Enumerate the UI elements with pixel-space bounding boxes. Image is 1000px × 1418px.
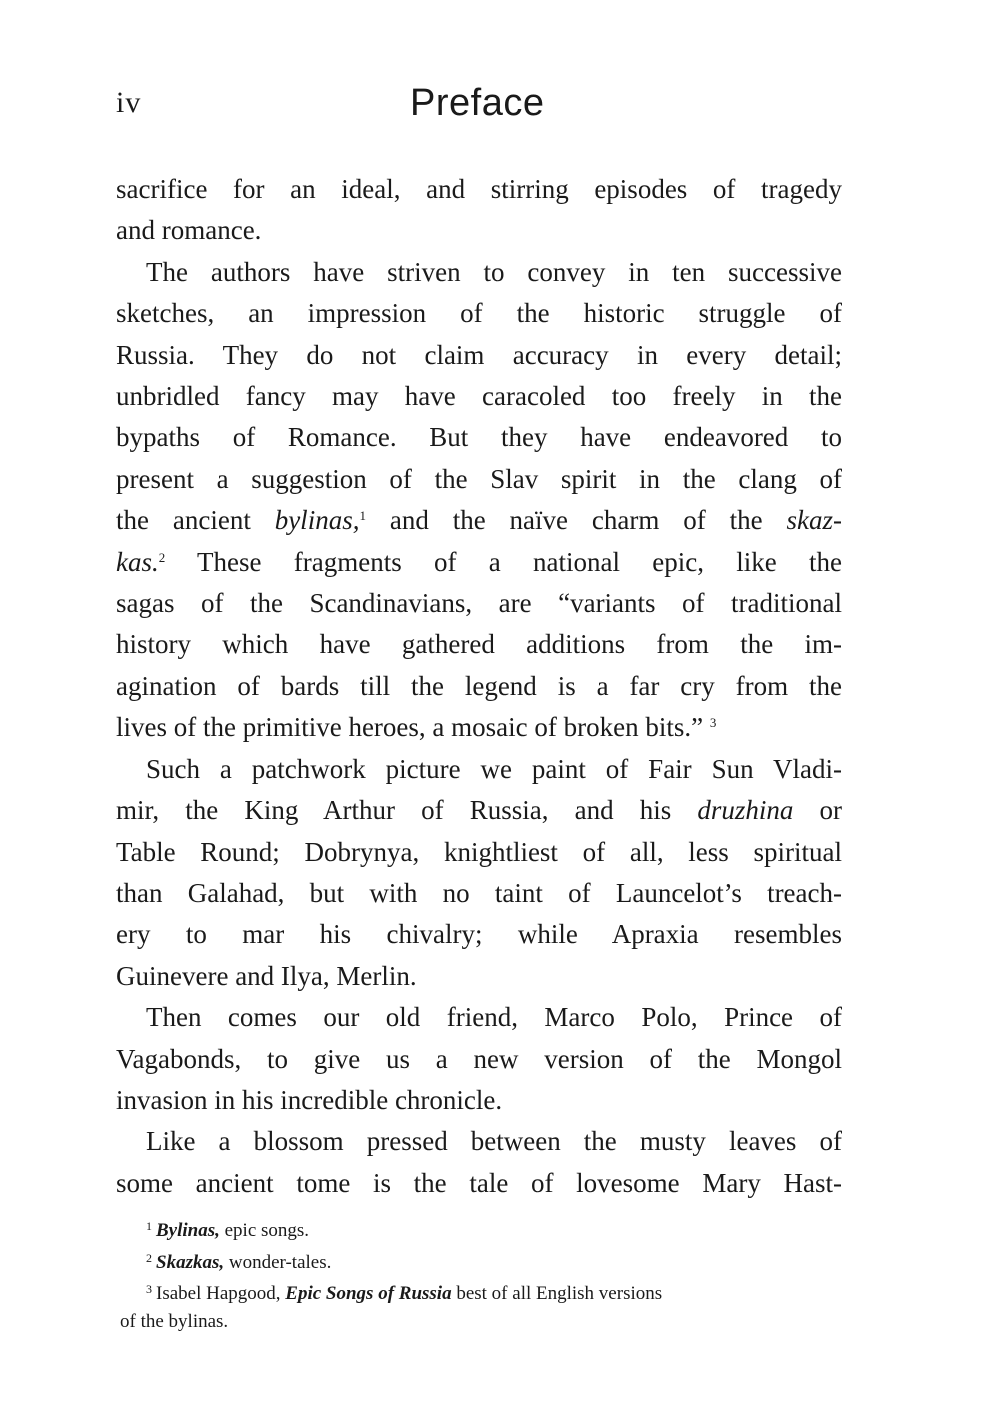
footnote-mark: 1	[146, 1219, 152, 1233]
footnote-ref-1[interactable]: 1	[359, 508, 366, 524]
text-line: and romance.	[116, 215, 262, 246]
text-line: The authors have striven to convey in ten successive	[146, 256, 842, 287]
text-line	[116, 790, 842, 831]
italic-term-skazkas-cont: kas.	[116, 546, 159, 577]
text-run: or	[793, 795, 842, 826]
running-head: Preface	[410, 82, 545, 124]
text-line: sagas of the Scandinavians, are “variants of traditional	[116, 588, 842, 619]
paragraph-2	[116, 252, 842, 749]
text-run: mir, the King Arthur of Russia, and his	[116, 795, 698, 826]
text-line: agination of bards till the legend is a far cry from the	[116, 670, 842, 701]
text-line: unbridled fancy may have caracoled too freely in the	[116, 381, 842, 412]
footnote-mark: 2	[146, 1250, 152, 1265]
footnote-3	[120, 1276, 850, 1308]
text-line: bypaths of Romance. But they have endeavored to	[116, 422, 842, 453]
text-line	[116, 542, 842, 583]
footnote-term: Skazkas,	[156, 1251, 225, 1273]
text-line: than Galahad, but with no taint of Launcelot’s treach-	[116, 877, 842, 908]
footnote-term: Bylinas,	[156, 1220, 220, 1241]
footnote-text: best of all English versions	[451, 1283, 663, 1304]
text-line: sketches, an impression of the historic struggle of	[116, 298, 842, 329]
paragraph-4	[116, 997, 842, 1121]
footnote-book-title: Epic Songs of Russia	[285, 1283, 452, 1304]
text-line	[116, 707, 842, 748]
footnote-text: wonder-tales.	[224, 1251, 332, 1273]
footnote-ref-3[interactable]: 3	[709, 715, 717, 731]
text-line: history which have gathered additions from the im-	[116, 629, 842, 660]
text-run: lives of the primitive heroes, a mosaic of broken bits.”	[116, 712, 704, 743]
text-line: ery to mar his chivalry; while Apraxia resembles	[116, 919, 842, 950]
text-line: Such a patchwork picture we paint of Fair Sun Vladi-	[146, 753, 842, 784]
footnote-author: Isabel Hapgood,	[156, 1283, 286, 1304]
paragraph-1	[116, 169, 842, 252]
text-line: some ancient tome is the tale of lovesome Mary Hast-	[116, 1167, 842, 1198]
page-header	[0, 82, 1000, 138]
footnotes	[120, 1213, 850, 1335]
text-line: present a suggestion of the Slav spirit in the clang of	[116, 463, 842, 494]
paragraph-5	[116, 1121, 842, 1204]
text-run: and the naïve charm of the	[365, 505, 787, 536]
page-number: iv	[116, 86, 142, 119]
text-line: Vagabonds, to give us a new version of the Mongol	[116, 1043, 842, 1074]
italic-term-skazkas: skaz-	[786, 505, 842, 536]
body-text	[116, 169, 842, 1204]
text-run: the ancient	[116, 505, 275, 536]
text-line: Guinevere and Ilya, Merlin.	[116, 960, 417, 991]
paragraph-3	[116, 749, 842, 997]
footnote-1	[120, 1213, 850, 1245]
text-line: sacrifice for an ideal, and stirring episodes of tragedy	[116, 174, 842, 204]
footnote-2	[120, 1245, 850, 1277]
footnote-3-continuation: of the bylinas.	[120, 1310, 229, 1332]
text-line: Table Round; Dobrynya, knightliest of all, less spiritual	[116, 836, 842, 867]
text-line: invasion in his incredible chronicle.	[116, 1084, 503, 1115]
text-line: Like a blossom pressed between the musty leaves of	[146, 1126, 842, 1157]
footnote-mark: 3	[146, 1282, 152, 1296]
text-line: Russia. They do not claim accuracy in every detail;	[116, 339, 842, 370]
text-line	[116, 500, 842, 541]
italic-term-druzhina: druzhina	[697, 795, 794, 826]
text-line: Then comes our old friend, Marco Polo, Prince of	[146, 1002, 842, 1033]
footnote-ref-2[interactable]: 2	[158, 549, 166, 565]
footnote-text: epic songs.	[219, 1220, 310, 1241]
italic-term-bylinas: bylinas,	[274, 505, 360, 536]
text-run: These fragments of a national epic, like the	[165, 546, 842, 577]
